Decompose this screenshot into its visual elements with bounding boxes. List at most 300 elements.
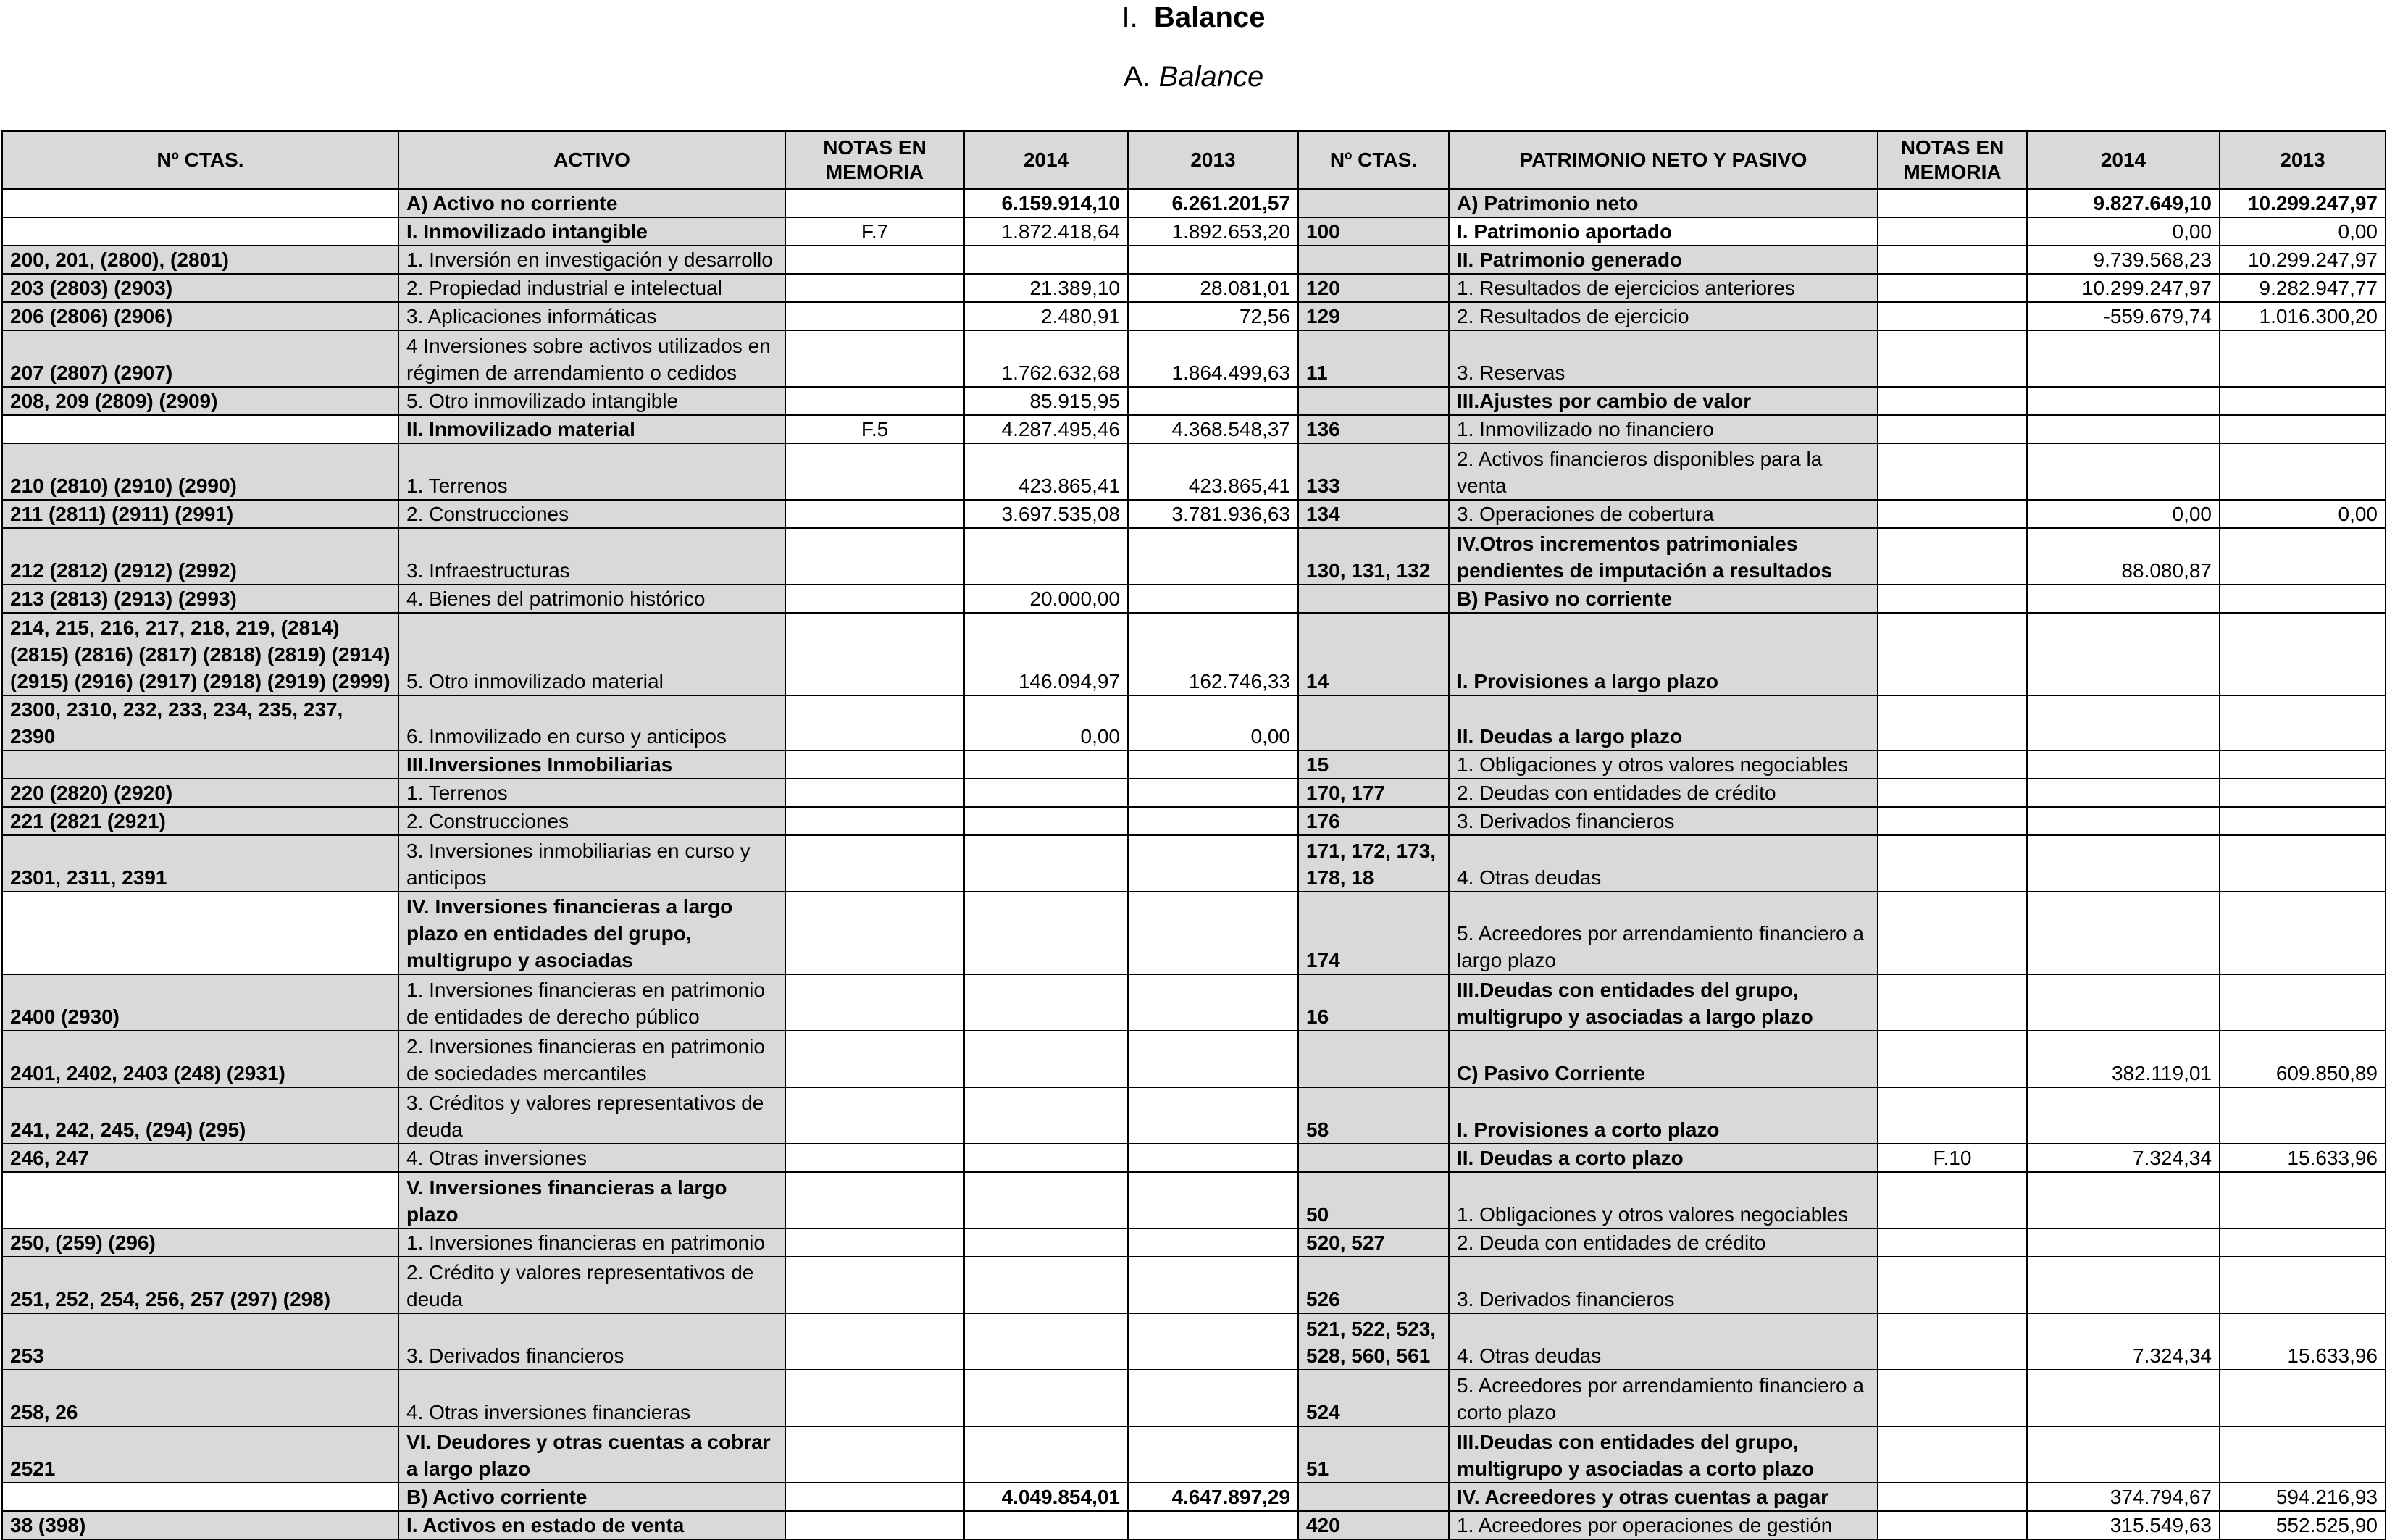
notas-pasivo-cell: [1878, 1031, 2027, 1087]
activo-cell: 5. Otro inmovilizado intangible: [398, 387, 785, 415]
valor-2014-pasivo-cell: 7.324,34: [2027, 1144, 2220, 1172]
cuentas-pasivo-cell: 174: [1298, 892, 1449, 974]
activo-cell: 3. Derivados financieros: [398, 1313, 785, 1370]
cuentas-cell: 214, 215, 216, 217, 218, 219, (2814) (2815) (2816) (2817) (2818) (2819) (2914) (2915) (2916) (2917) (2918) (2919) (2999): [2, 613, 398, 695]
cuentas-pasivo-cell: 51: [1298, 1426, 1449, 1483]
valor-2013-pasivo-cell: 10.299.247,97: [2220, 189, 2386, 217]
valor-2013-cell: [1128, 1087, 1298, 1144]
notas-pasivo-cell: [1878, 750, 2027, 779]
activo-cell: VI. Deudores y otras cuentas a cobrar a largo plazo: [398, 1426, 785, 1483]
table-row: [2, 1144, 2386, 1172]
notas-cell: [785, 613, 964, 695]
subsection-title: Balance: [1158, 61, 1264, 93]
valor-2013-cell: [1128, 1031, 1298, 1087]
balance-table: [1, 130, 2386, 1540]
valor-2013-pasivo-cell: [2220, 415, 2386, 443]
cuentas-pasivo-cell: 15: [1298, 750, 1449, 779]
cuentas-cell: 253: [2, 1313, 398, 1370]
valor-2014-pasivo-cell: [2027, 750, 2220, 779]
cuentas-cell: 38 (398): [2, 1511, 398, 1539]
valor-2014-cell: 20.000,00: [964, 585, 1128, 613]
cuentas-cell: 213 (2813) (2913) (2993): [2, 585, 398, 613]
valor-2014-pasivo-cell: 88.080,87: [2027, 528, 2220, 585]
notas-cell: [785, 302, 964, 330]
notas-pasivo-cell: [1878, 387, 2027, 415]
valor-2014-pasivo-cell: 10.299.247,97: [2027, 274, 2220, 302]
valor-2014-pasivo-cell: [2027, 1087, 2220, 1144]
notas-pasivo-cell: [1878, 415, 2027, 443]
notas-pasivo-cell: [1878, 1483, 2027, 1511]
pasivo-cell: 4. Otras deudas: [1449, 1313, 1878, 1370]
notas-pasivo-cell: [1878, 835, 2027, 892]
table-row: [2, 1370, 2386, 1426]
cuentas-cell: 221 (2821 (2921): [2, 807, 398, 835]
valor-2014-cell: 4.049.854,01: [964, 1483, 1128, 1511]
notas-cell: [785, 1031, 964, 1087]
cuentas-cell: 208, 209 (2809) (2909): [2, 387, 398, 415]
activo-cell: I. Activos en estado de venta: [398, 1511, 785, 1539]
notas-cell: [785, 387, 964, 415]
valor-2014-cell: 1.762.632,68: [964, 330, 1128, 387]
valor-2014-cell: [964, 1172, 1128, 1229]
table-row: [2, 1229, 2386, 1257]
cuentas-cell: 2401, 2402, 2403 (248) (2931): [2, 1031, 398, 1087]
valor-2014-pasivo-cell: 7.324,34: [2027, 1313, 2220, 1370]
pasivo-cell: 1. Resultados de ejercicios anteriores: [1449, 274, 1878, 302]
table-row: [2, 1426, 2386, 1483]
cuentas-pasivo-cell: [1298, 246, 1449, 274]
valor-2013-cell: [1128, 528, 1298, 585]
cuentas-cell: 250, (259) (296): [2, 1229, 398, 1257]
table-row: [2, 585, 2386, 613]
pasivo-cell: I. Provisiones a largo plazo: [1449, 613, 1878, 695]
valor-2014-cell: 6.159.914,10: [964, 189, 1128, 217]
notas-pasivo-cell: [1878, 217, 2027, 246]
notas-cell: [785, 528, 964, 585]
cuentas-pasivo-cell: 58: [1298, 1087, 1449, 1144]
notas-cell: [785, 330, 964, 387]
pasivo-cell: 1. Inmovilizado no financiero: [1449, 415, 1878, 443]
pasivo-cell: 3. Derivados financieros: [1449, 807, 1878, 835]
notas-cell: [785, 1511, 964, 1539]
pasivo-cell: I. Provisiones a corto plazo: [1449, 1087, 1878, 1144]
activo-cell: V. Inversiones financieras a largo plazo: [398, 1172, 785, 1229]
activo-cell: B) Activo corriente: [398, 1483, 785, 1511]
valor-2013-cell: [1128, 974, 1298, 1031]
cuentas-cell: 258, 26: [2, 1370, 398, 1426]
notas-pasivo-cell: [1878, 1426, 2027, 1483]
notas-cell: [785, 779, 964, 807]
valor-2013-cell: [1128, 892, 1298, 974]
col-header-2013-pasivo: 2013: [2220, 131, 2386, 189]
pasivo-cell: IV.Otros incrementos patrimoniales pendientes de imputación a resultados: [1449, 528, 1878, 585]
cuentas-pasivo-cell: 100: [1298, 217, 1449, 246]
section-title: Balance: [1154, 1, 1266, 33]
valor-2013-cell: 423.865,41: [1128, 443, 1298, 500]
cuentas-pasivo-cell: [1298, 1144, 1449, 1172]
table-row: [2, 779, 2386, 807]
notas-cell: [785, 274, 964, 302]
valor-2014-cell: [964, 1257, 1128, 1313]
valor-2014-cell: [964, 1087, 1128, 1144]
col-header-pasivo: PATRIMONIO NETO Y PASIVO: [1449, 131, 1878, 189]
notas-pasivo-cell: [1878, 807, 2027, 835]
notas-pasivo-cell: [1878, 302, 2027, 330]
valor-2014-pasivo-cell: [2027, 974, 2220, 1031]
valor-2013-pasivo-cell: [2220, 585, 2386, 613]
cuentas-pasivo-cell: 520, 527: [1298, 1229, 1449, 1257]
valor-2014-cell: [964, 892, 1128, 974]
table-row: [2, 330, 2386, 387]
valor-2013-pasivo-cell: [2220, 528, 2386, 585]
valor-2014-pasivo-cell: [2027, 330, 2220, 387]
notas-pasivo-cell: [1878, 1229, 2027, 1257]
valor-2013-pasivo-cell: [2220, 1370, 2386, 1426]
notas-cell: F.5: [785, 415, 964, 443]
cuentas-pasivo-cell: 16: [1298, 974, 1449, 1031]
activo-cell: 3. Inversiones inmobiliarias en curso y anticipos: [398, 835, 785, 892]
notas-pasivo-cell: [1878, 330, 2027, 387]
notas-pasivo-cell: [1878, 246, 2027, 274]
pasivo-cell: 3. Operaciones de cobertura: [1449, 500, 1878, 528]
cuentas-pasivo-cell: 170, 177: [1298, 779, 1449, 807]
valor-2013-pasivo-cell: 0,00: [2220, 217, 2386, 246]
valor-2014-pasivo-cell: [2027, 1172, 2220, 1229]
valor-2013-pasivo-cell: [2220, 779, 2386, 807]
valor-2014-cell: [964, 807, 1128, 835]
valor-2014-pasivo-cell: [2027, 835, 2220, 892]
pasivo-cell: A) Patrimonio neto: [1449, 189, 1878, 217]
table-row: [2, 189, 2386, 217]
activo-cell: 5. Otro inmovilizado material: [398, 613, 785, 695]
activo-cell: 2. Construcciones: [398, 807, 785, 835]
cuentas-cell: 203 (2803) (2903): [2, 274, 398, 302]
table-row: [2, 613, 2386, 695]
valor-2013-cell: [1128, 750, 1298, 779]
valor-2014-pasivo-cell: [2027, 1370, 2220, 1426]
valor-2014-cell: [964, 1144, 1128, 1172]
notas-pasivo-cell: [1878, 274, 2027, 302]
cuentas-pasivo-cell: 420: [1298, 1511, 1449, 1539]
table-row: [2, 500, 2386, 528]
table-row: [2, 217, 2386, 246]
cuentas-pasivo-cell: 130, 131, 132: [1298, 528, 1449, 585]
cuentas-cell: 2400 (2930): [2, 974, 398, 1031]
pasivo-cell: II. Deudas a corto plazo: [1449, 1144, 1878, 1172]
cuentas-cell: 246, 247: [2, 1144, 398, 1172]
notas-pasivo-cell: [1878, 585, 2027, 613]
valor-2014-cell: [964, 750, 1128, 779]
activo-cell: 1. Inversiones financieras en patrimonio: [398, 1229, 785, 1257]
valor-2013-pasivo-cell: [2220, 1257, 2386, 1313]
valor-2014-pasivo-cell: [2027, 613, 2220, 695]
notas-cell: [785, 1172, 964, 1229]
pasivo-cell: 4. Otras deudas: [1449, 835, 1878, 892]
col-header-notas: NOTAS EN MEMORIA: [785, 131, 964, 189]
pasivo-cell: III.Deudas con entidades del grupo, multigrupo y asociadas a corto plazo: [1449, 1426, 1878, 1483]
valor-2013-pasivo-cell: [2220, 974, 2386, 1031]
table-row: [2, 387, 2386, 415]
cuentas-cell: 200, 201, (2800), (2801): [2, 246, 398, 274]
valor-2013-pasivo-cell: [2220, 387, 2386, 415]
activo-cell: 1. Terrenos: [398, 443, 785, 500]
valor-2014-pasivo-cell: [2027, 387, 2220, 415]
valor-2013-pasivo-cell: [2220, 443, 2386, 500]
subsection-number: A.: [1123, 61, 1151, 93]
valor-2013-pasivo-cell: [2220, 835, 2386, 892]
valor-2013-cell: [1128, 1426, 1298, 1483]
notas-cell: [785, 1257, 964, 1313]
pasivo-cell: III.Deudas con entidades del grupo, multigrupo y asociadas a largo plazo: [1449, 974, 1878, 1031]
notas-cell: [785, 750, 964, 779]
activo-cell: III.Inversiones Inmobiliarias: [398, 750, 785, 779]
valor-2014-cell: [964, 1313, 1128, 1370]
table-row: [2, 750, 2386, 779]
pasivo-cell: II. Deudas a largo plazo: [1449, 695, 1878, 750]
notas-pasivo-cell: [1878, 892, 2027, 974]
notas-cell: [785, 974, 964, 1031]
notas-cell: [785, 443, 964, 500]
activo-cell: 3. Infraestructuras: [398, 528, 785, 585]
activo-cell: 4 Inversiones sobre activos utilizados en régimen de arrendamiento o cedidos: [398, 330, 785, 387]
table-row: [2, 302, 2386, 330]
valor-2014-pasivo-cell: [2027, 892, 2220, 974]
cuentas-pasivo-cell: 14: [1298, 613, 1449, 695]
notas-cell: [785, 695, 964, 750]
subsection-heading: [0, 61, 2387, 93]
cuentas-cell: 220 (2820) (2920): [2, 779, 398, 807]
cuentas-cell: 2521: [2, 1426, 398, 1483]
valor-2014-cell: 21.389,10: [964, 274, 1128, 302]
valor-2014-cell: [964, 779, 1128, 807]
valor-2014-cell: 4.287.495,46: [964, 415, 1128, 443]
valor-2014-pasivo-cell: 382.119,01: [2027, 1031, 2220, 1087]
table-row: [2, 274, 2386, 302]
valor-2014-cell: 1.872.418,64: [964, 217, 1128, 246]
notas-pasivo-cell: [1878, 1511, 2027, 1539]
valor-2014-cell: [964, 1229, 1128, 1257]
table-row: [2, 1257, 2386, 1313]
valor-2013-cell: [1128, 1172, 1298, 1229]
pasivo-cell: 2. Deudas con entidades de crédito: [1449, 779, 1878, 807]
activo-cell: 2. Crédito y valores representativos de deuda: [398, 1257, 785, 1313]
cuentas-cell: 241, 242, 245, (294) (295): [2, 1087, 398, 1144]
pasivo-cell: 1. Obligaciones y otros valores negociables: [1449, 1172, 1878, 1229]
activo-cell: 1. Inversión en investigación y desarrollo: [398, 246, 785, 274]
notas-cell: [785, 246, 964, 274]
table-header-row: [2, 131, 2386, 189]
valor-2014-pasivo-cell: [2027, 415, 2220, 443]
valor-2014-cell: [964, 974, 1128, 1031]
activo-cell: 4. Otras inversiones financieras: [398, 1370, 785, 1426]
valor-2014-cell: 2.480,91: [964, 302, 1128, 330]
col-header-2014-pasivo: 2014: [2027, 131, 2220, 189]
table-row: [2, 835, 2386, 892]
valor-2013-pasivo-cell: 0,00: [2220, 500, 2386, 528]
notas-pasivo-cell: [1878, 1172, 2027, 1229]
notas-cell: [785, 1144, 964, 1172]
notas-pasivo-cell: [1878, 443, 2027, 500]
section-number: I.: [1121, 1, 1138, 33]
valor-2014-pasivo-cell: 0,00: [2027, 500, 2220, 528]
activo-cell: II. Inmovilizado material: [398, 415, 785, 443]
table-row: [2, 1511, 2386, 1539]
table-row: [2, 443, 2386, 500]
pasivo-cell: B) Pasivo no corriente: [1449, 585, 1878, 613]
valor-2014-cell: 0,00: [964, 695, 1128, 750]
table-row: [2, 415, 2386, 443]
valor-2014-pasivo-cell: -559.679,74: [2027, 302, 2220, 330]
valor-2013-pasivo-cell: 609.850,89: [2220, 1031, 2386, 1087]
notas-pasivo-cell: F.10: [1878, 1144, 2027, 1172]
notas-pasivo-cell: [1878, 1313, 2027, 1370]
cuentas-pasivo-cell: 136: [1298, 415, 1449, 443]
cuentas-cell: [2, 892, 398, 974]
notas-cell: [785, 807, 964, 835]
notas-pasivo-cell: [1878, 500, 2027, 528]
valor-2013-cell: 4.647.897,29: [1128, 1483, 1298, 1511]
valor-2013-cell: 1.864.499,63: [1128, 330, 1298, 387]
valor-2013-cell: [1128, 1370, 1298, 1426]
cuentas-pasivo-cell: 171, 172, 173, 178, 18: [1298, 835, 1449, 892]
valor-2013-cell: 162.746,33: [1128, 613, 1298, 695]
activo-cell: 2. Propiedad industrial e intelectual: [398, 274, 785, 302]
valor-2013-pasivo-cell: 552.525,90: [2220, 1511, 2386, 1539]
valor-2014-pasivo-cell: [2027, 695, 2220, 750]
cuentas-pasivo-cell: [1298, 1031, 1449, 1087]
valor-2013-cell: 0,00: [1128, 695, 1298, 750]
valor-2013-cell: [1128, 835, 1298, 892]
cuentas-pasivo-cell: 176: [1298, 807, 1449, 835]
table-row: [2, 1313, 2386, 1370]
activo-cell: 4. Otras inversiones: [398, 1144, 785, 1172]
valor-2014-pasivo-cell: [2027, 585, 2220, 613]
notas-cell: [785, 1229, 964, 1257]
section-heading: [0, 1, 2387, 34]
cuentas-pasivo-cell: 526: [1298, 1257, 1449, 1313]
cuentas-pasivo-cell: 129: [1298, 302, 1449, 330]
cuentas-cell: 207 (2807) (2907): [2, 330, 398, 387]
notas-cell: [785, 835, 964, 892]
valor-2013-cell: 6.261.201,57: [1128, 189, 1298, 217]
activo-cell: 4. Bienes del patrimonio histórico: [398, 585, 785, 613]
pasivo-cell: 2. Resultados de ejercicio: [1449, 302, 1878, 330]
notas-pasivo-cell: [1878, 974, 2027, 1031]
table-row: [2, 246, 2386, 274]
valor-2013-cell: [1128, 1257, 1298, 1313]
table-row: [2, 1483, 2386, 1511]
valor-2013-cell: 3.781.936,63: [1128, 500, 1298, 528]
table-row: [2, 974, 2386, 1031]
pasivo-cell: 3. Reservas: [1449, 330, 1878, 387]
valor-2014-cell: [964, 1370, 1128, 1426]
cuentas-cell: [2, 750, 398, 779]
cuentas-cell: [2, 217, 398, 246]
notas-cell: [785, 1370, 964, 1426]
valor-2014-cell: 423.865,41: [964, 443, 1128, 500]
cuentas-cell: 2301, 2311, 2391: [2, 835, 398, 892]
pasivo-cell: 1. Acreedores por operaciones de gestión: [1449, 1511, 1878, 1539]
notas-cell: [785, 189, 964, 217]
valor-2013-pasivo-cell: [2220, 1172, 2386, 1229]
col-header-2013: 2013: [1128, 131, 1298, 189]
valor-2014-cell: [964, 528, 1128, 585]
valor-2014-pasivo-cell: 315.549,63: [2027, 1511, 2220, 1539]
cuentas-cell: 206 (2806) (2906): [2, 302, 398, 330]
table-row: [2, 807, 2386, 835]
valor-2013-pasivo-cell: [2220, 1087, 2386, 1144]
valor-2013-pasivo-cell: [2220, 613, 2386, 695]
activo-cell: 1. Inversiones financieras en patrimonio de entidades de derecho público: [398, 974, 785, 1031]
valor-2014-pasivo-cell: [2027, 1229, 2220, 1257]
valor-2013-pasivo-cell: [2220, 807, 2386, 835]
notas-pasivo-cell: [1878, 189, 2027, 217]
cuentas-pasivo-cell: 524: [1298, 1370, 1449, 1426]
valor-2013-pasivo-cell: 10.299.247,97: [2220, 246, 2386, 274]
valor-2014-pasivo-cell: [2027, 779, 2220, 807]
pasivo-cell: III.Ajustes por cambio de valor: [1449, 387, 1878, 415]
valor-2013-cell: [1128, 1144, 1298, 1172]
valor-2014-cell: 85.915,95: [964, 387, 1128, 415]
valor-2013-cell: [1128, 807, 1298, 835]
cuentas-cell: 212 (2812) (2912) (2992): [2, 528, 398, 585]
notas-pasivo-cell: [1878, 528, 2027, 585]
cuentas-cell: 210 (2810) (2910) (2990): [2, 443, 398, 500]
notas-pasivo-cell: [1878, 1370, 2027, 1426]
activo-cell: A) Activo no corriente: [398, 189, 785, 217]
cuentas-pasivo-cell: 11: [1298, 330, 1449, 387]
valor-2014-cell: [964, 835, 1128, 892]
pasivo-cell: IV. Acreedores y otras cuentas a pagar: [1449, 1483, 1878, 1511]
cuentas-pasivo-cell: 134: [1298, 500, 1449, 528]
valor-2013-cell: 1.892.653,20: [1128, 217, 1298, 246]
cuentas-pasivo-cell: [1298, 1483, 1449, 1511]
pasivo-cell: 2. Activos financieros disponibles para la venta: [1449, 443, 1878, 500]
valor-2013-pasivo-cell: 1.016.300,20: [2220, 302, 2386, 330]
notas-cell: [785, 1483, 964, 1511]
table-row: [2, 528, 2386, 585]
valor-2013-pasivo-cell: 9.282.947,77: [2220, 274, 2386, 302]
valor-2013-cell: 28.081,01: [1128, 274, 1298, 302]
notas-pasivo-cell: [1878, 1257, 2027, 1313]
pasivo-cell: 3. Derivados financieros: [1449, 1257, 1878, 1313]
notas-cell: F.7: [785, 217, 964, 246]
valor-2013-pasivo-cell: [2220, 750, 2386, 779]
pasivo-cell: 5. Acreedores por arrendamiento financiero a largo plazo: [1449, 892, 1878, 974]
valor-2013-cell: [1128, 779, 1298, 807]
cuentas-pasivo-cell: 120: [1298, 274, 1449, 302]
valor-2014-cell: 3.697.535,08: [964, 500, 1128, 528]
col-header-cuentas: Nº CTAS.: [2, 131, 398, 189]
valor-2013-pasivo-cell: [2220, 892, 2386, 974]
valor-2013-cell: [1128, 1313, 1298, 1370]
cuentas-pasivo-cell: 133: [1298, 443, 1449, 500]
valor-2013-pasivo-cell: 594.216,93: [2220, 1483, 2386, 1511]
cuentas-cell: 211 (2811) (2911) (2991): [2, 500, 398, 528]
cuentas-pasivo-cell: [1298, 387, 1449, 415]
valor-2014-cell: [964, 1031, 1128, 1087]
valor-2014-pasivo-cell: [2027, 1426, 2220, 1483]
valor-2013-pasivo-cell: 15.633,96: [2220, 1313, 2386, 1370]
pasivo-cell: 1. Obligaciones y otros valores negociables: [1449, 750, 1878, 779]
col-header-2014: 2014: [964, 131, 1128, 189]
notas-cell: [785, 892, 964, 974]
activo-cell: 1. Terrenos: [398, 779, 785, 807]
notas-cell: [785, 1087, 964, 1144]
valor-2013-cell: [1128, 387, 1298, 415]
table-row: [2, 695, 2386, 750]
activo-cell: 2. Construcciones: [398, 500, 785, 528]
